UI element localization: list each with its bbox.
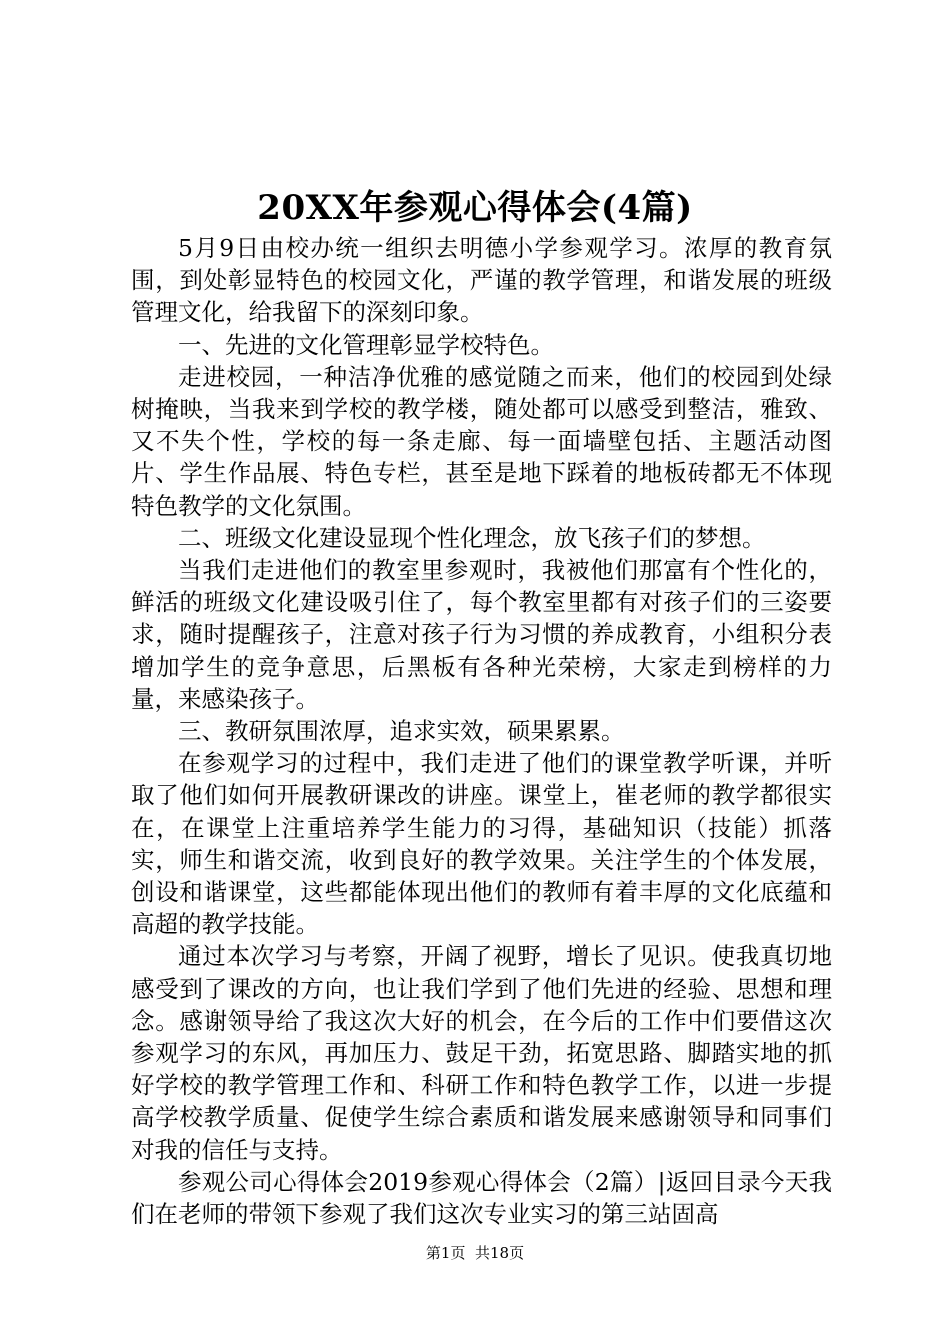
section-heading-2: 二、班级文化建设显现个性化理念，放飞孩子们的梦想。: [178, 523, 766, 552]
paragraph-classroom: 当我们走进他们的教室里参观时，我被他们那富有个性化的，鲜活的班级文化建设吸引住了，每个教室里都有对孩子们的三姿要求，随时提醒孩子，注意对孩子行为习惯的养成教育，小组积分表增加学生的竞争意思，后黑板有各种光荣榜，大家走到榜样的力量，来感染孩子。: [131, 556, 832, 713]
section-heading-3: 三、教研氛围浓厚，追求实效，硕果累累。: [178, 717, 625, 746]
paragraph-campus: 走进校园，一种洁净优雅的感觉随之而来，他们的校园到处绿树掩映，当我来到学校的教学楼，随处都可以感受到整洁，雅致、又不失个性，学校的每一条走廊、每一面墙壁包括、主题活动图片、学生作品展、特色专栏，甚至是地下踩着的地板砖都无不体现特色教学的文化氛围。: [131, 362, 832, 520]
paragraph-summary: 通过本次学习与考察，开阔了视野，增长了见识。使我真切地感受到了课改的方向，也让我们学到了他们先进的经验、思想和理念。感谢领导给了我这次大好的机会，在今后的工作中们要借这次参观学习的东风，再加压力、鼓足干劲，拓宽思路、脚踏实地的抓好学校的教学管理工作和、科研工作和特色教学工作，以进一步提高学校教学质量、促使学生综合素质和谐发展来感谢领导和同事们对我的信任与支持。: [131, 942, 832, 1164]
paragraph-intro: 5月9日由校办统一组织去明德小学参观学习。浓厚的教育氛围，到处彰显特色的校园文化，严谨的教学管理，和谐发展的班级管理文化，给我留下的深刻印象。: [131, 234, 832, 327]
paragraph-continuation: 参观公司心得体会2019参观心得体会（2篇）|返回目录今天我们在老师的带领下参观了我们这次专业实习的第三站固高: [131, 1167, 832, 1229]
page-number-footer: 第1页 共18页: [425, 1244, 525, 1262]
document-title: 20XX年参观心得体会(4篇): [257, 188, 693, 228]
paragraph-teaching: 在参观学习的过程中，我们走进了他们的课堂教学听课，并听取了他们如何开展教研课改的讲座。课堂上，崔老师的教学都很实在，在课堂上注重培养学生能力的习得，基础知识（技能）抓落实，师生和谐交流，收到良好的教学效果。关注学生的个体发展，创设和谐课堂，这些都能体现出他们的教师有着丰厚的文化底蕴和高超的教学技能。: [131, 749, 832, 939]
section-heading-1: 一、先进的文化管理彰显学校特色。: [178, 330, 554, 359]
document-body: [131, 232, 832, 1230]
